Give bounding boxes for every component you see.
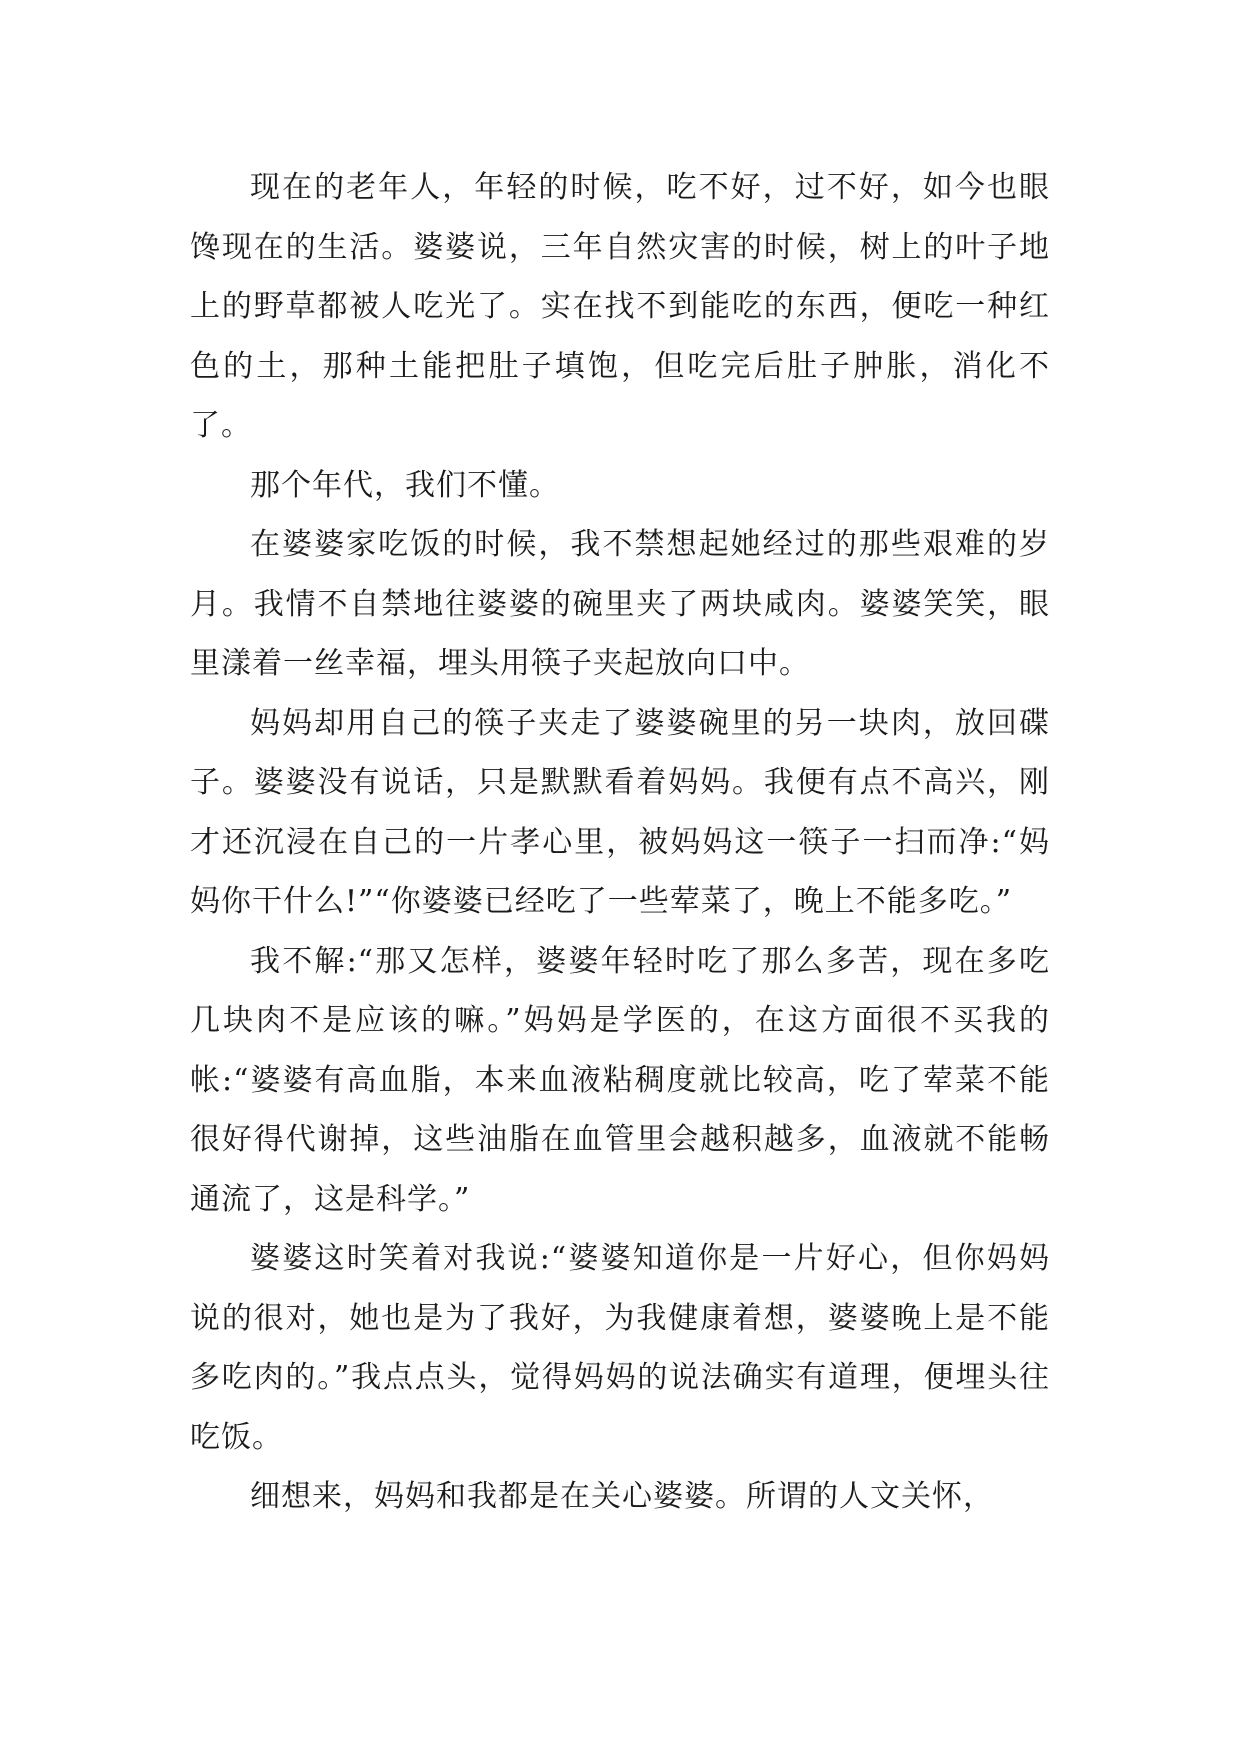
paragraph-6: 婆婆这时笑着对我说:“婆婆知道你是一片好心，但你妈妈说的很对，她也是为了我好，为我健康着想，婆婆晚上是不能多吃肉的。”我点点头，觉得妈妈的说法确实有道理，便埋头往吃饭。 — [190, 1241, 1050, 1455]
paragraph-7: 细想来，妈妈和我都是在关心婆婆。所谓的人文关怀， — [250, 1479, 994, 1514]
paragraph-2: 那个年代，我们不懂。 — [250, 467, 560, 503]
paragraph-4: 妈妈却用自己的筷子夹走了婆婆碗里的另一块肉，放回碟子。婆婆没有说话，只是默默看着妈妈。我便有点不高兴，刚才还沉浸在自己的一片孝心里，被妈妈这一筷子一扫而净:“妈妈你干什么!”“你婆婆已经吃了一些荤菜了，晚上不能多吃。” — [190, 705, 1050, 919]
paragraph-3: 在婆婆家吃饭的时候，我不禁想起她经过的那些艰难的岁月。我情不自禁地往婆婆的碗里夹了两块咸肉。婆婆笑笑，眼里漾着一丝幸福，埋头用筷子夹起放向口中。 — [190, 527, 1050, 681]
article-body — [190, 158, 1050, 1527]
paragraph-5: 我不解:“那又怎样，婆婆年轻时吃了那么多苦，现在多吃几块肉不是应该的嘛。”妈妈是学医的，在这方面很不买我的帐:“婆婆有高血脂，本来血液粘稠度就比较高，吃了荤菜不能很好得代谢掉，这些油脂在血管里会越积越多，血液就不能畅通流了，这是科学。” — [190, 943, 1050, 1217]
paragraph-1: 现在的老年人，年轻的时候，吃不好，过不好，如今也眼馋现在的生活。婆婆说，三年自然灾害的时候，树上的叶子地上的野草都被人吃光了。实在找不到能吃的东西，便吃一种红色的土，那种土能把肚子填饱，但吃完后肚子肿胀，消化不了。 — [190, 170, 1050, 443]
